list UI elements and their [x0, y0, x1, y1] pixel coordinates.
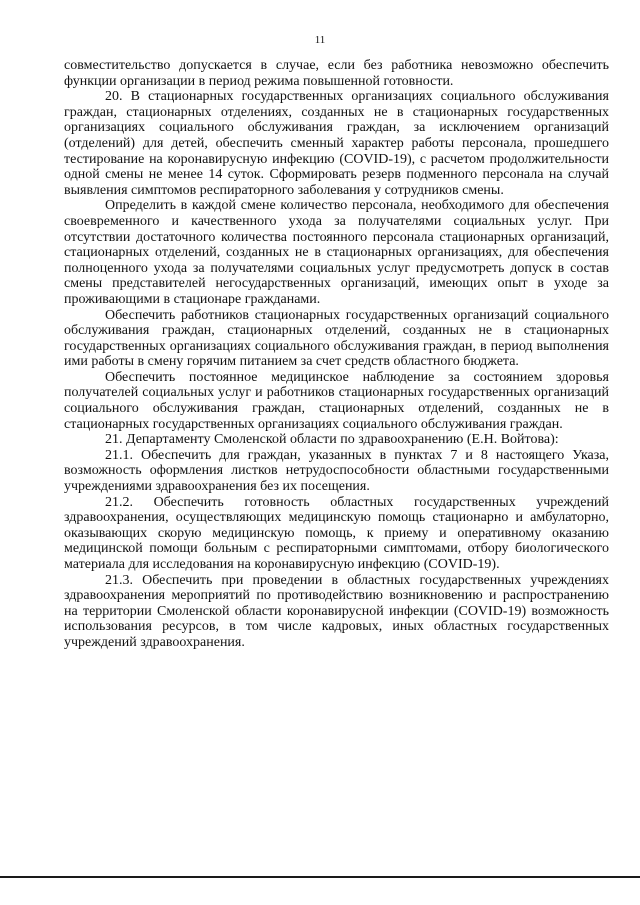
document-body [64, 58, 609, 651]
page-number: 11 [314, 34, 326, 46]
paragraph-item-20: 20. В стационарных государственных организациях социального обслуживания граждан, стационарных отделениях, созданных не в стационарных государственных организациях социального обслуживания граждан, за исключением организаций (отделений) для детей, обеспечить сменный характер работы персонала, прошедшего тестирование на коронавирусную инфекцию (COVID-19), с расчетом продолжительности одной смены не менее 14 суток. Сформировать резерв подменного персонала на случай выявления симптомов респираторного заболевания у сотрудников смены. [64, 89, 609, 198]
paragraph-item-21-3: 21.3. Обеспечить при проведении в областных государственных учреждениях здравоохранения мероприятий по противодействию возникновению и распространению на территории Смоленской области коронавирусной инфекции (COVID-19) возможность использования ресурсов, в том числе кадровых, иных областных государственных учреждений здравоохранения. [64, 572, 609, 650]
paragraph-hot-meals: Обеспечить работников стационарных государственных организаций социального обслуживания граждан, стационарных отделений, созданных не в стационарных государственных организациях социального обслуживания граждан, в период выполнения ими работы в смену горячим питанием за счет средств областного бюджета. [64, 307, 609, 370]
paragraph-item-21: 21. Департаменту Смоленской области по здравоохранению (Е.Н. Войтова): [105, 432, 559, 448]
paragraph-item-21-2: 21.2. Обеспечить готовность областных государственных учреждений здравоохранения, осуществляющих медицинскую помощь стационарно и амбулаторно, оказывающих скорую медицинскую помощь, к приему и оперативному оказанию медицинской помощи больным с респираторными симптомами, отбору биологического материала для исследования на коронавирусную инфекцию (COVID-19). [64, 494, 609, 572]
paragraph-staff-shifts: Определить в каждой смене количество персонала, необходимого для обеспечения своевременного и качественного ухода за получателями социальных услуг. При отсутствии достаточного количества постоянного персонала стационарных организаций, стационарных отделений, созданных не в стационарных организациях, для обеспечения полноценного ухода за получателями социальных услуг предусмотреть допуск в состав смены представителей негосударственных организаций, имеющих опыт в уходе за проживающими в стационаре гражданами. [64, 198, 609, 307]
bottom-divider [0, 876, 640, 878]
paragraph-continuation: совместительство допускается в случае, если без работника невозможно обеспечить функции организации в период режима повышенной готовности. [64, 58, 609, 89]
paragraph-medical-observation: Обеспечить постоянное медицинское наблюдение за состоянием здоровья получателей социальных услуг и работников стационарных государственных организаций социального обслуживания граждан, стационарных отделений, созданных не в стационарных государственных организациях социального обслуживания граждан. [64, 369, 609, 432]
paragraph-item-21-1: 21.1. Обеспечить для граждан, указанных в пунктах 7 и 8 настоящего Указа, возможность оформления листков нетрудоспособности областными государственными учреждениями здравоохранения без их посещения. [64, 447, 609, 495]
